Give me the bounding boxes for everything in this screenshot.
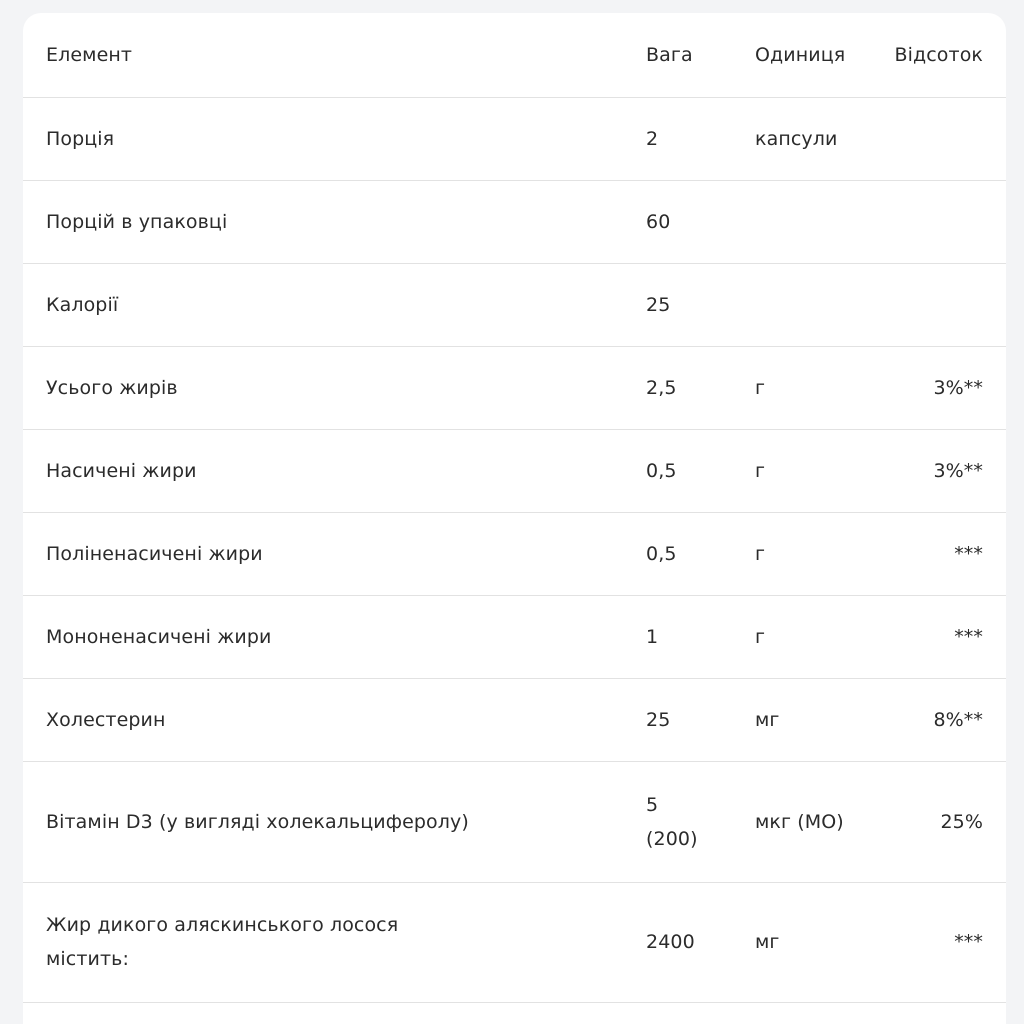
table-row	[23, 346, 1006, 429]
cell-element: Поліненасичені жири	[23, 512, 623, 595]
cell-element-text: Жир дикого аляскинського лосося містить:	[46, 914, 399, 970]
table-row	[23, 263, 1006, 346]
table-row	[23, 97, 1006, 180]
cell-percent: 25%	[870, 761, 1006, 882]
cell-element: Усього жирів	[23, 346, 623, 429]
table-row	[23, 429, 1006, 512]
cell-weight: 2,5	[623, 346, 732, 429]
cell-weight: 1	[623, 595, 732, 678]
table-row	[23, 180, 1006, 263]
cell-weight: 25	[623, 678, 732, 761]
cell-weight: 0,5	[623, 429, 732, 512]
cell-element: Холестерин	[23, 678, 623, 761]
cell-element: Порцій в упаковці	[23, 180, 623, 263]
header-weight: Вага	[623, 13, 732, 97]
cell-percent	[870, 180, 1006, 263]
table-row	[23, 512, 1006, 595]
cell-unit	[732, 263, 870, 346]
cell-element	[23, 882, 623, 1002]
cell-element: Калорії	[23, 263, 623, 346]
table-row	[23, 882, 1006, 1002]
cell-element: Насичені жири	[23, 429, 623, 512]
cell-percent	[870, 263, 1006, 346]
header-percent: Відсоток	[870, 13, 1006, 97]
table-row	[23, 761, 1006, 882]
cell-unit: мг	[732, 678, 870, 761]
cell-weight: 0,5	[623, 512, 732, 595]
cell-weight-line2: (200)	[646, 827, 698, 850]
header-unit: Одиниця	[732, 13, 870, 97]
cell-unit	[732, 180, 870, 263]
table-row	[23, 678, 1006, 761]
cell-unit: г	[732, 346, 870, 429]
cell-percent: ***	[870, 595, 1006, 678]
cell-weight-line1: 5	[646, 793, 659, 816]
cell-percent: 8%**	[870, 678, 1006, 761]
cell-weight: 2400	[623, 882, 732, 1002]
cell-unit: мг	[732, 882, 870, 1002]
table-row	[23, 595, 1006, 678]
cell-percent: 3%**	[870, 346, 1006, 429]
cell-element: Порція	[23, 97, 623, 180]
header-element: Елемент	[23, 13, 623, 97]
cell-unit: мкг (МО)	[732, 761, 870, 882]
nutrition-table	[23, 13, 1006, 1003]
cell-percent: 3%**	[870, 429, 1006, 512]
cell-weight: 60	[623, 180, 732, 263]
cell-weight: 2	[623, 97, 732, 180]
cell-unit: г	[732, 595, 870, 678]
cell-unit: капсули	[732, 97, 870, 180]
cell-unit: г	[732, 512, 870, 595]
cell-weight	[623, 761, 732, 882]
cell-weight: 25	[623, 263, 732, 346]
cell-element: Вітамін D3 (у вигляді холекальциферолу)	[23, 761, 623, 882]
table-header-row	[23, 13, 1006, 97]
cell-element: Мононенасичені жири	[23, 595, 623, 678]
cell-percent: ***	[870, 512, 1006, 595]
cell-percent: ***	[870, 882, 1006, 1002]
nutrition-facts-card	[23, 13, 1006, 1024]
cell-unit: г	[732, 429, 870, 512]
cell-percent	[870, 97, 1006, 180]
